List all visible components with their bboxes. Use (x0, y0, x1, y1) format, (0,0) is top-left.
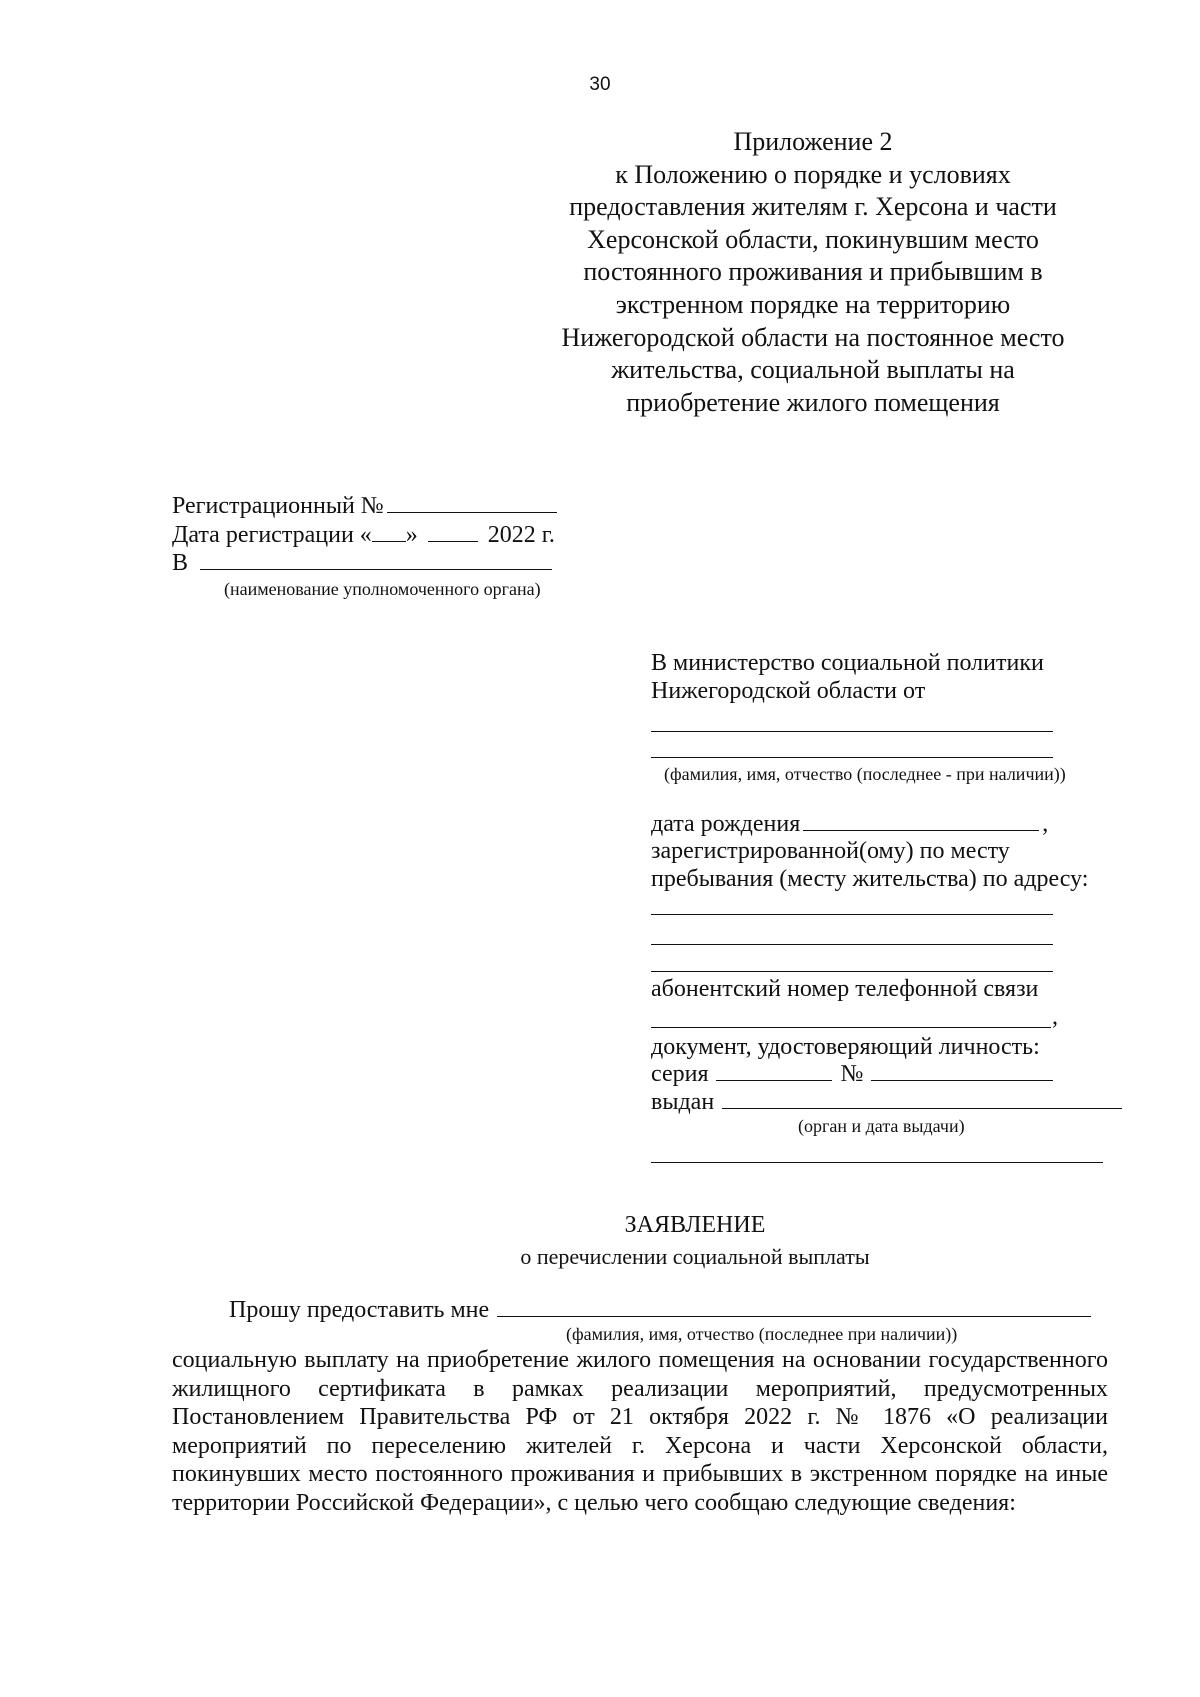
request-fio-field[interactable] (497, 1296, 1091, 1317)
appendix-line: Нижегородской области на постоянное место (561, 322, 1065, 352)
fio-field-1[interactable] (651, 731, 1053, 732)
phone-field[interactable] (651, 1027, 1051, 1028)
doc-number-field[interactable] (871, 1060, 1053, 1081)
appendix-line: предоставления жителям г. Херсона и части (569, 192, 1057, 222)
issued-field-2[interactable] (651, 1162, 1103, 1163)
registration-number-field[interactable] (387, 492, 557, 513)
registration-month-field[interactable] (428, 521, 478, 542)
issued-label: выдан (651, 1089, 715, 1115)
page-number: 30 (589, 74, 611, 95)
series-field[interactable] (716, 1060, 832, 1081)
registration-date-row (172, 521, 560, 550)
request-row (229, 1296, 1094, 1324)
fio-caption: (фамилия, имя, отчество (последнее - при наличии)) (664, 764, 1066, 784)
recipient-line-1: В министерство социальной политики (651, 650, 1044, 676)
request-label: Прошу предоставить мне (229, 1297, 490, 1323)
issued-row (651, 1088, 1125, 1116)
authority-field[interactable] (200, 549, 552, 570)
series-label: серия (651, 1061, 709, 1087)
address-field-1[interactable] (651, 914, 1053, 915)
registration-date-mid: » (405, 521, 418, 548)
recipient-block (651, 649, 1131, 705)
issued-caption: (орган и дата выдачи) (798, 1116, 965, 1136)
statement-body: социальную выплату на приобретение жилого помещения на основании государственного жилищного сертификата в рамках реализации мероприятий, предусмотренных Постановлением Правительства РФ от 21 октября 2022 г. № 1876 «О реализации мероприятий по переселению жителей г. Херсона и части Херсонской области, покинувших место постоянного проживания и прибывших в экстренном порядке на иные территории Российской Федерации», с целью чего сообщаю следующие сведения: (172, 1347, 1108, 1516)
birth-comma: , (1042, 811, 1049, 837)
phone-label: абонентский номер телефонной связи (651, 976, 1039, 1002)
phone-comma: , (1052, 1004, 1058, 1030)
address-field-3[interactable] (651, 971, 1053, 972)
appendix-line: жительства, социальной выплаты на (611, 355, 1015, 385)
appendix-header (528, 126, 1098, 419)
registration-to-label: В (172, 550, 189, 576)
registration-day-field[interactable] (372, 521, 406, 542)
document-label: документ, удостоверяющий личность: (651, 1034, 1040, 1060)
appendix-line: постоянного проживания и прибывшим в (583, 257, 1043, 287)
appendix-line: экстренном порядке на территорию (615, 289, 1011, 319)
appendix-line: приобретение жилого помещения (626, 387, 1000, 417)
statement-subtitle: о перечислении социальной выплаты (520, 1244, 870, 1269)
registration-date-label: Дата регистрации « (172, 521, 372, 548)
birth-field[interactable] (803, 810, 1039, 831)
birth-label: дата рождения (651, 811, 801, 837)
appendix-line: Херсонской области, покинувшим место (587, 224, 1039, 254)
authority-caption: (наименование уполномоченного органа) (224, 578, 541, 599)
statement-title: ЗАЯВЛЕНИЕ (624, 1212, 766, 1238)
registration-to-row (172, 549, 560, 578)
series-row (651, 1060, 1061, 1088)
request-fio-caption: (фамилия, имя, отчество (последнее при наличии)) (566, 1324, 958, 1344)
registered-line-1: зарегистрированной(ому) по месту (651, 838, 1010, 864)
appendix-line: к Положению о порядке и условиях (615, 159, 1011, 189)
registered-line-2: пребывания (месту жительства) по адресу: (651, 866, 1089, 892)
appendix-line: Приложение 2 (733, 127, 893, 156)
registration-block (172, 492, 560, 603)
registration-number-row (172, 492, 560, 521)
recipient-line-2: Нижегородской области от (651, 678, 926, 704)
birth-row (651, 810, 1048, 838)
doc-number-label: № (840, 1061, 864, 1087)
address-field-2[interactable] (651, 944, 1053, 945)
fio-field-2[interactable] (651, 757, 1053, 758)
issued-field[interactable] (722, 1088, 1122, 1109)
registration-number-label: Регистрационный № (172, 493, 384, 519)
registration-date-year: 2022 г. (487, 521, 555, 548)
